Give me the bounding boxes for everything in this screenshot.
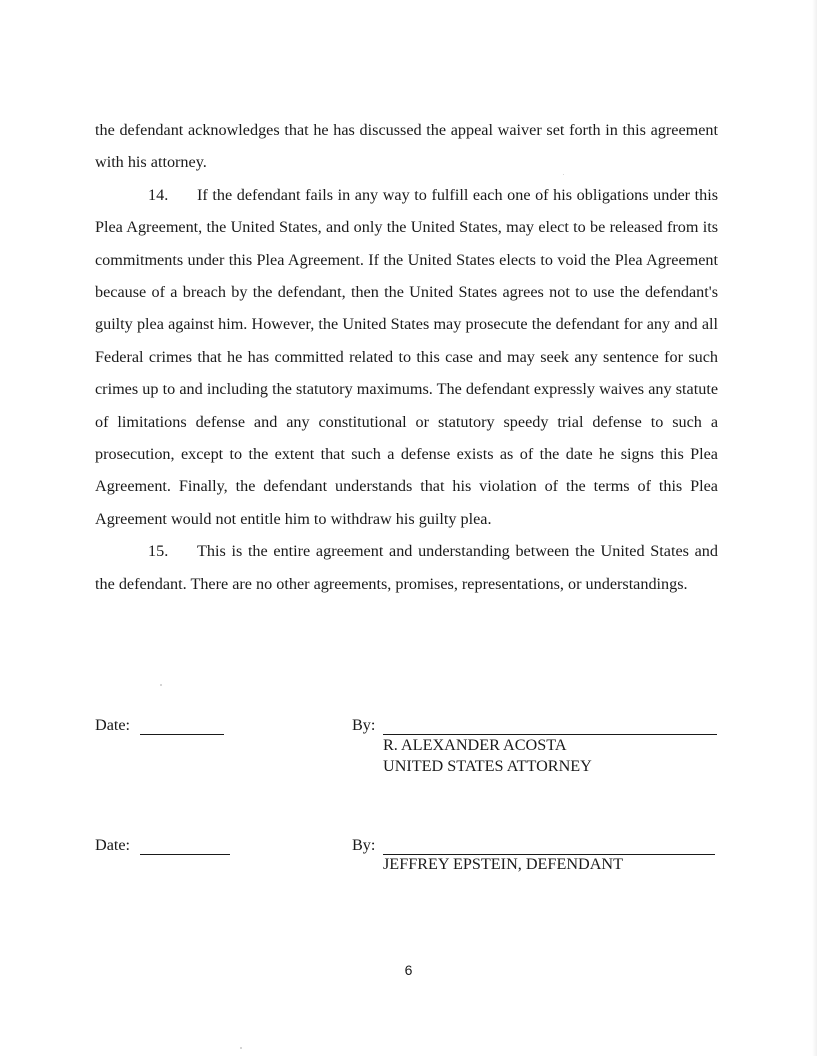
signatory-name: R. ALEXANDER ACOSTA [383,736,567,754]
scan-edge [812,0,817,1056]
paragraph-text: If the defendant fails in any way to fulfill each one of his obligations under this Plea Agreement, the United States, and only the United States, may elect to be released from its commitments under this Plea Agreement. If the United States elects to void the Plea Agreement because of a breach by the defendant, then the United States agrees not to use the defendant's guilty plea against him. However, the United States may prosecute the defendant for any and all Federal crimes that he has committed related to this case and may seek any sentence for such crimes up to and including the statutory maximums. The defendant expressly waives any statute of limitations defense and any constitutional or statutory speedy trial defense to such a prosecution, except to the extent that such a defense exists as of the date he signs this Plea Agreement. Finally, the defendant understands that his violation of the terms of this Plea Agreement would not entitle him to withdraw his guilty plea. [95,185,718,528]
page-number: 6 [404,962,413,978]
scan-speck [240,1047,242,1049]
body-text [95,114,718,600]
signatory-1 [383,735,592,777]
date-label: Date: [95,716,131,734]
signature-line-1 [383,719,717,735]
date-field-1 [95,716,224,735]
signature-line-2 [383,839,715,855]
paragraph-15 [95,535,718,600]
signatory-title: UNITED STATES ATTORNEY [383,757,592,775]
scan-speck [563,174,564,175]
by-label: By: [352,836,376,854]
signatory-name: JEFFREY EPSTEIN, DEFENDANT [383,855,623,873]
paragraph-14 [95,179,718,535]
signatory-2 [383,854,623,875]
by-field-2 [352,836,715,855]
paragraph-number: 15. [148,542,169,561]
date-line-1 [140,719,224,735]
paragraph-number: 14. [148,185,169,204]
paragraph-text: the defendant acknowledges that he has discussed the appeal waiver set forth in this agreement with his attorney. [95,121,718,172]
date-label: Date: [95,836,131,854]
by-field-1 [352,716,717,735]
paragraph-text: This is the entire agreement and understanding between the United States and the defendant. There are no other agreements, promises, representations, or understandings. [95,542,718,593]
paragraph-continuation [95,114,718,179]
scan-speck [160,684,162,686]
by-label: By: [352,716,376,734]
date-field-2 [95,836,230,855]
date-line-2 [140,839,230,855]
